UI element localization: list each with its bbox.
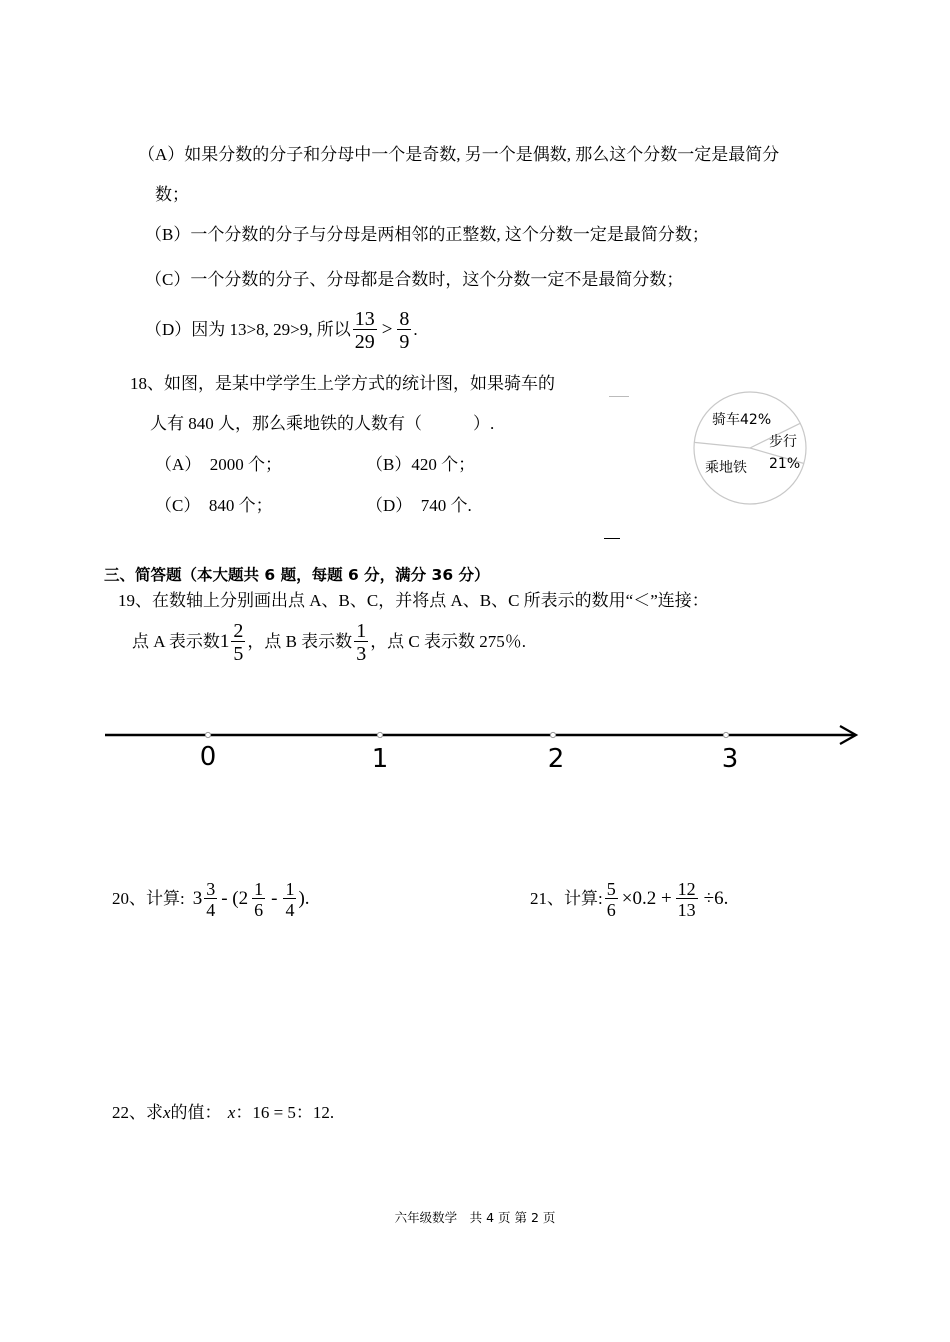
tick-mark-2: [550, 732, 555, 737]
divider-mark: [604, 538, 620, 539]
tick-label-1: 1: [371, 744, 389, 774]
q20-fraction-1-6: [252, 880, 265, 919]
q21-middle-expression: ×0.2 +: [621, 888, 672, 909]
fraction-denominator: 4: [206, 899, 216, 920]
q18-line1: 18、如图，是某中学学生上学方式的统计图，如果骑车的: [130, 374, 555, 393]
q22-middle: 的值：: [170, 1103, 222, 1122]
tick-label-0: 0: [199, 742, 217, 772]
period: .: [413, 320, 418, 339]
tick-mark-1: [377, 732, 382, 737]
q18-option-d: （D） 740 个.: [366, 496, 472, 515]
q18-option-c: （C） 840 个；: [155, 496, 273, 515]
fraction-numerator: 5: [606, 878, 616, 899]
fraction-denominator: 9: [399, 330, 410, 353]
q18-option-b: （B）420 个；: [366, 455, 476, 474]
fraction-numerator: 1: [285, 878, 295, 899]
q17-d-prefix: （D）因为 13>8, 29>9, 所以: [145, 320, 351, 339]
pie-label-walk-percent: 21%: [769, 456, 801, 472]
q19-fraction-1-3: [354, 621, 368, 664]
fraction-numerator: 8: [399, 307, 410, 330]
q21-prefix: 21、计算:: [530, 889, 603, 908]
q21-fraction-5-6: [605, 880, 618, 919]
q17-d-fraction-8-9: [397, 309, 411, 352]
variable-x: x: [227, 1103, 236, 1122]
q19-point-b-prefix: ，点 B 表示数: [247, 632, 353, 651]
q20-prefix: 20、计算:: [112, 889, 185, 908]
q20-suffix: ).: [298, 888, 310, 909]
q17-option-c: （C）一个分数的分子、分母都是合数时，这个分数一定不是最简分数；: [145, 270, 684, 289]
q20: [112, 872, 310, 926]
q20-operator-minus: -: [271, 888, 278, 909]
page-footer: 六年级数学 共 4 页 第 2 页: [394, 1210, 556, 1225]
q18-line2: 人有 840 人，那么乘地铁的人数有（ ）.: [150, 414, 495, 433]
mixed-number-whole: 1: [219, 631, 230, 652]
q20-operator-minus-paren: - (2: [221, 888, 249, 909]
tick-label-3: 3: [721, 744, 739, 774]
section-title: 三、简答题（本大题共 6 题，每题 6 分，满分 36 分）: [104, 566, 490, 584]
fraction-numerator: 2: [233, 619, 244, 642]
fraction-denominator: 5: [233, 642, 244, 665]
q19-fraction-2-5: [231, 621, 245, 664]
fraction-numerator: 13: [354, 307, 375, 330]
number-line: [100, 720, 865, 780]
fraction-numerator: 1: [356, 619, 367, 642]
q21: [530, 872, 728, 926]
fraction-numerator: 12: [677, 878, 696, 899]
tick-label-2: 2: [547, 744, 565, 774]
q18-option-a: （A） 2000 个；: [155, 455, 283, 474]
pie-label-walk-name: 步行: [769, 434, 797, 450]
q17-option-d: [145, 305, 418, 355]
q22-prefix: 22、求: [112, 1103, 163, 1122]
greater-than-sign: >: [381, 319, 393, 340]
tick-mark-3: [723, 732, 728, 737]
q17-option-a-line2: 数；: [155, 185, 189, 204]
q17-d-fraction-13-29: [353, 309, 377, 352]
q22-equation: ：16 = 5：12.: [235, 1103, 335, 1122]
q21-fraction-12-13: [676, 880, 698, 919]
q19-line1: 19、在数轴上分别画出点 A、B、C，并将点 A、B、C 所表示的数用“＜”连接：: [118, 591, 709, 610]
pie-label-bike: 骑车42%: [712, 412, 772, 428]
divider-mark: [609, 396, 629, 397]
mixed-number-whole: 3: [192, 888, 203, 909]
q22: [112, 1102, 334, 1124]
q17-option-b: （B）一个分数的分子与分母是两相邻的正整数, 这个分数一定是最简分数；: [145, 225, 709, 244]
fraction-numerator: 1: [254, 878, 264, 899]
fraction-denominator: 4: [285, 899, 295, 920]
fraction-denominator: 13: [677, 899, 696, 920]
fraction-numerator: 3: [206, 878, 216, 899]
fraction-denominator: 3: [356, 642, 367, 665]
q20-fraction-1-4: [283, 880, 296, 919]
q21-suffix: ÷6.: [703, 888, 729, 909]
tick-mark-0: [205, 732, 210, 737]
q17-option-a-line1: （A）如果分数的分子和分母中一个是奇数, 另一个是偶数, 那么这个分数一定是最简分: [138, 145, 780, 164]
pie-chart: [690, 388, 810, 508]
q19-point-c-text: ，点 C 表示数 275％.: [370, 632, 527, 651]
variable-x: x: [163, 1103, 171, 1122]
fraction-denominator: 6: [606, 899, 616, 920]
fraction-denominator: 6: [254, 899, 264, 920]
q19-line2: [132, 614, 526, 670]
q19-point-a-prefix: 点 A 表示数: [132, 632, 220, 651]
fraction-denominator: 29: [354, 330, 375, 353]
q20-fraction-3-4: [204, 880, 217, 919]
pie-label-subway: 乘地铁: [705, 460, 747, 476]
